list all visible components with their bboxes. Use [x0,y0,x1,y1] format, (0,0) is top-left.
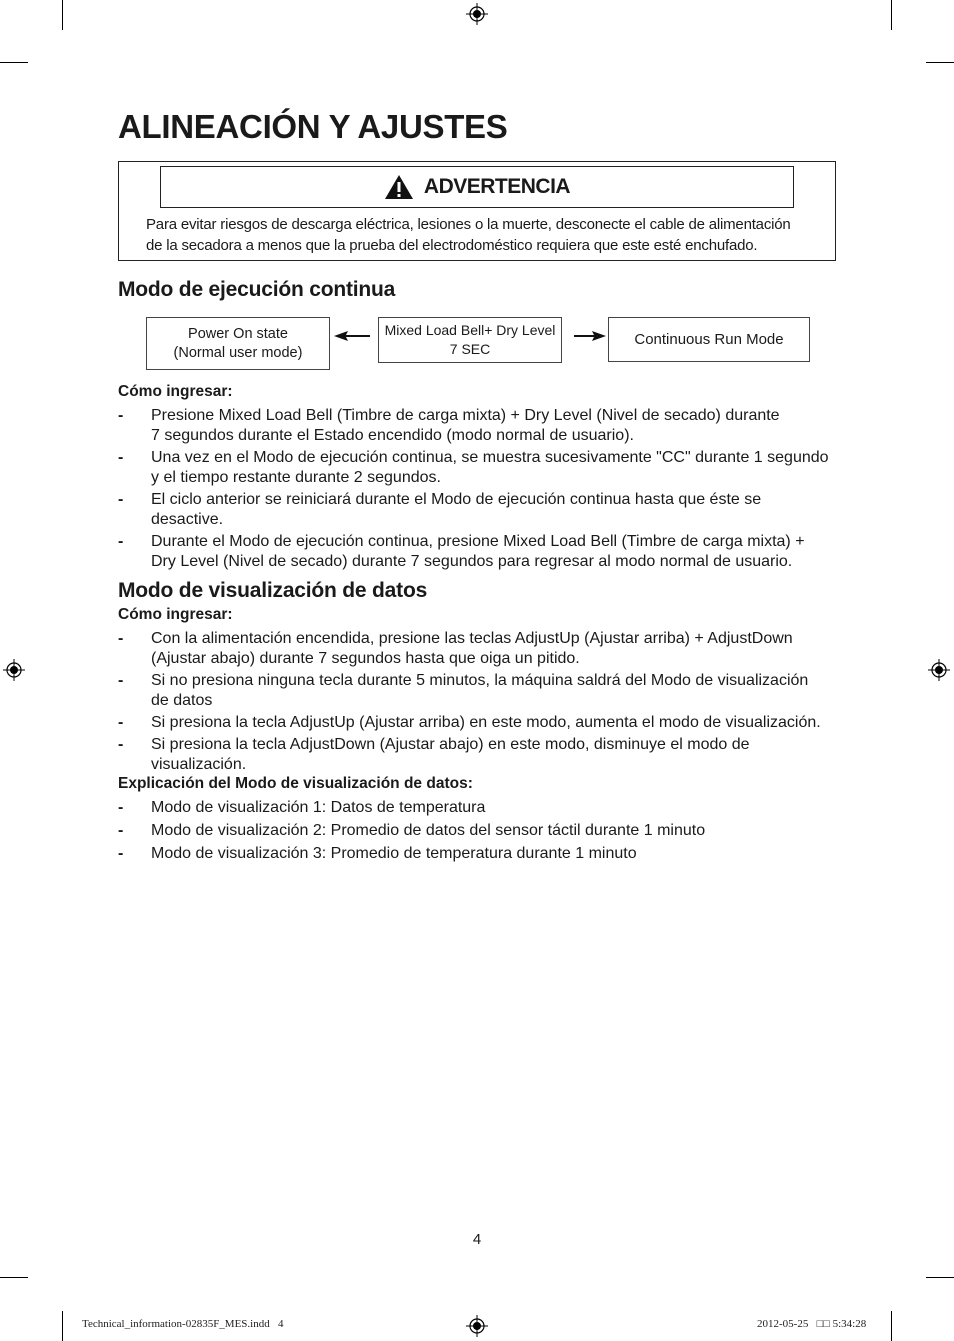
crop-mark [0,1277,28,1278]
crop-mark [891,1311,892,1341]
warning-header [160,166,794,208]
list-item: - Modo de visualización 3: Promedio de temperatura durante 1 minuto [118,845,637,862]
page-number: 4 [472,1231,482,1248]
crop-mark [891,0,892,30]
list-item: - Una vez en el Modo de ejecución continua, se muestra sucesivamente "CC" durante 1 segundo y el tiempo restante durante 2 segundos. [118,449,829,486]
arrow-right-icon [574,330,606,342]
list-item: - Si no presiona ninguna tecla durante 5 minutos, la máquina saldrá del Modo de visualización de datos [118,672,809,709]
crop-mark [0,62,28,63]
crop-mark [62,1311,63,1341]
footer-timestamp: 2012-05-25 □□ 5:34:28 [757,1318,867,1330]
warning-label: ADVERTENCIA [423,175,571,198]
list-item: - Si presiona la tecla AdjustDown (Ajustar abajo) en este modo, disminuye el modo de visualización. [118,736,750,773]
warning-triangle-icon [384,174,414,200]
registration-mark-icon [3,659,25,681]
crop-mark [926,62,954,63]
registration-mark-icon [466,1315,488,1337]
page-title: ALINEACIÓN Y AJUSTES [118,108,508,145]
list-item: - Presione Mixed Load Bell (Timbre de carga mixta) + Dry Level (Nivel de secado) durante 7 segundos durante el Estado encendido (modo normal de usuario). [118,407,780,444]
how-to-enter-label: Cómo ingresar: [118,606,233,623]
section-heading-continuous-run: Modo de ejecución continua [118,278,396,301]
arrow-left-icon [334,330,370,342]
display-mode-list [118,798,848,867]
section-heading-data-display: Modo de visualización de datos [118,579,428,602]
list-item: - Si presiona la tecla AdjustUp (Ajustar arriba) en este modo, aumenta el modo de visualización. [118,714,821,731]
registration-mark-icon [928,659,950,681]
footer-filename: Technical_information-02835F_MES.indd 4 [82,1318,284,1330]
list-item: - Modo de visualización 1: Datos de temperatura [118,799,486,816]
list-item: - Durante el Modo de ejecución continua, presione Mixed Load Bell (Timbre de carga mixta) + Dry Level (Nivel de secado) durante 7 segundos para regresar al modo normal de usuario. [118,533,805,570]
flow-box-power-on: Power On state (Normal user mode) [146,317,330,370]
crop-mark [926,1277,954,1278]
list-item: - Con la alimentación encendida, presione las teclas AdjustUp (Ajustar arriba) + AdjustDown (Ajustar abajo) durante 7 segundos hasta que oiga un pitido. [118,630,793,667]
how-to-enter-label: Cómo ingresar: [118,383,233,400]
explanation-heading: Explicación del Modo de visualización de datos: [118,775,473,792]
flow-box-key-combo: Mixed Load Bell+ Dry Level 7 SEC [378,317,562,363]
registration-mark-icon [466,3,488,25]
data-display-steps [118,629,848,777]
continuous-run-steps [118,406,848,574]
crop-mark [62,0,63,30]
list-item: - El ciclo anterior se reiniciará durante el Modo de ejecución continua hasta que éste se desactive. [118,491,762,528]
list-item: - Modo de visualización 2: Promedio de datos del sensor táctil durante 1 minuto [118,822,706,839]
warning-text: Para evitar riesgos de descarga eléctrica, lesiones o la muerte, desconecte el cable de alimentación de la secadora a menos que la prueba del electrodoméstico requiera que este esté enchufado. [146,216,791,254]
flow-box-continuous-run: Continuous Run Mode [608,317,810,362]
